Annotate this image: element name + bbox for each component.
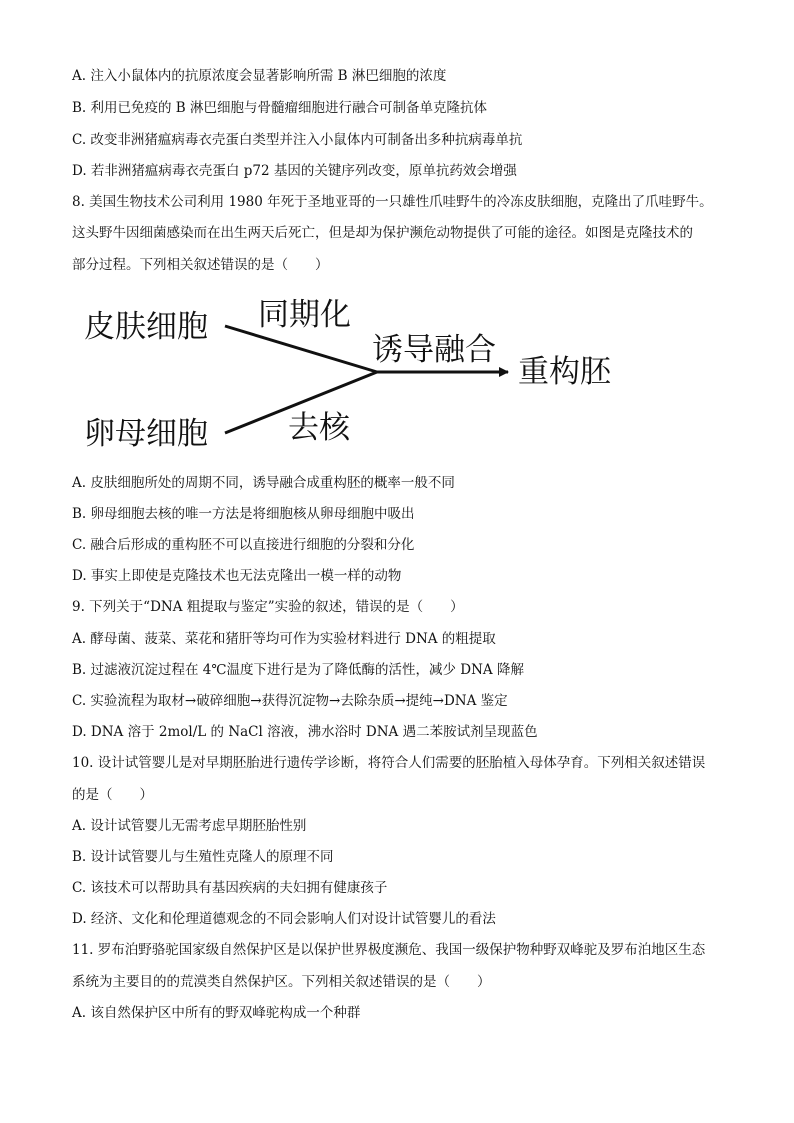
q10-stem-line-2: 的是（ ）: [72, 787, 153, 803]
q7-option-d: D. 若非洲猪瘟病毒衣壳蛋白 p72 基因的关键序列改变，原单抗药效会增强: [72, 163, 517, 179]
synchronize-label: 同期化: [258, 297, 351, 333]
q8-stem-line-3: 部分过程。下列相关叙述错误的是（ ）: [72, 257, 329, 273]
q7-option-c: C. 改变非洲猪瘟病毒衣壳蛋白类型并注入小鼠体内可制备出多种抗病毒单抗: [72, 132, 523, 148]
q8-option-a: A. 皮肤细胞所处的周期不同，诱导融合成重构胚的概率一般不同: [72, 475, 455, 491]
cloning-diagram: [72, 290, 632, 460]
q8-stem-line-2: 这头野牛因细菌感染而在出生两天后死亡，但是却为保护濒危动物提供了可能的途径。如图是克隆技术的: [72, 225, 693, 241]
q9-option-d: D. DNA 溶于 2mol/L 的 NaCl 溶液，沸水浴时 DNA 遇二苯胺试剂呈现蓝色: [72, 724, 538, 740]
q8-option-d: D. 事实上即使是克隆技术也无法克隆出一模一样的动物: [72, 568, 402, 584]
q9-stem: 9. 下列关于“DNA 粗提取与鉴定”实验的叙述，错误的是（ ）: [72, 599, 464, 615]
q10-stem-line-1: 10. 设计试管婴儿是对早期胚胎进行遗传学诊断，将符合人们需要的胚胎植入母体孕育。下列相关叙述错误: [72, 755, 706, 771]
q7-option-a: A. 注入小鼠体内的抗原浓度会显著影响所需 B 淋巴细胞的浓度: [72, 68, 447, 84]
q8-option-c: C. 融合后形成的重构胚不可以直接进行细胞的分裂和分化: [72, 537, 415, 553]
q10-option-c: C. 该技术可以帮助具有基因疾病的夫妇拥有健康孩子: [72, 880, 388, 896]
q9-option-a: A. 酵母菌、菠菜、菜花和猪肝等均可作为实验材料进行 DNA 的粗提取: [72, 631, 496, 647]
reconstructed-embryo-label: 重构胚: [518, 354, 611, 390]
q10-option-b: B. 设计试管婴儿与生殖性克隆人的原理不同: [72, 849, 334, 865]
q11-option-a: A. 该自然保护区中所有的野双峰驼构成一个种群: [72, 1005, 361, 1021]
q10-option-a: A. 设计试管婴儿无需考虑早期胚胎性别: [72, 818, 307, 834]
q11-stem-line-1: 11. 罗布泊野骆驼国家级自然保护区是以保护世界极度濒危、我国一级保护物种野双峰驼及罗布泊地区生态: [72, 942, 706, 958]
q9-option-b: B. 过滤液沉淀过程在 4℃温度下进行是为了降低酶的活性，减少 DNA 降解: [72, 662, 524, 678]
induce-fusion-label: 诱导融合: [372, 332, 496, 368]
enucleate-label: 去核: [288, 410, 350, 446]
q10-option-d: D. 经济、文化和伦理道德观念的不同会影响人们对设计试管婴儿的看法: [72, 911, 496, 927]
q8-option-b: B. 卵母细胞去核的唯一方法是将细胞核从卵母细胞中吸出: [72, 506, 415, 522]
skin-cell-label: 皮肤细胞: [84, 309, 208, 345]
q11-stem-line-2: 系统为主要目的的荒漠类自然保护区。下列相关叙述错误的是（ ）: [72, 974, 491, 990]
q8-stem-line-1: 8. 美国生物技术公司利用 1980 年死于圣地亚哥的一只雄性爪哇野牛的冷冻皮肤细胞，克隆出了爪哇野牛。: [72, 194, 713, 210]
egg-cell-label: 卵母细胞: [84, 416, 208, 452]
q9-option-c: C. 实验流程为取材→破碎细胞→获得沉淀物→去除杂质→提纯→DNA 鉴定: [72, 693, 508, 709]
q7-option-b: B. 利用已免疫的 B 淋巴细胞与骨髓瘤细胞进行融合可制备单克隆抗体: [72, 100, 488, 116]
